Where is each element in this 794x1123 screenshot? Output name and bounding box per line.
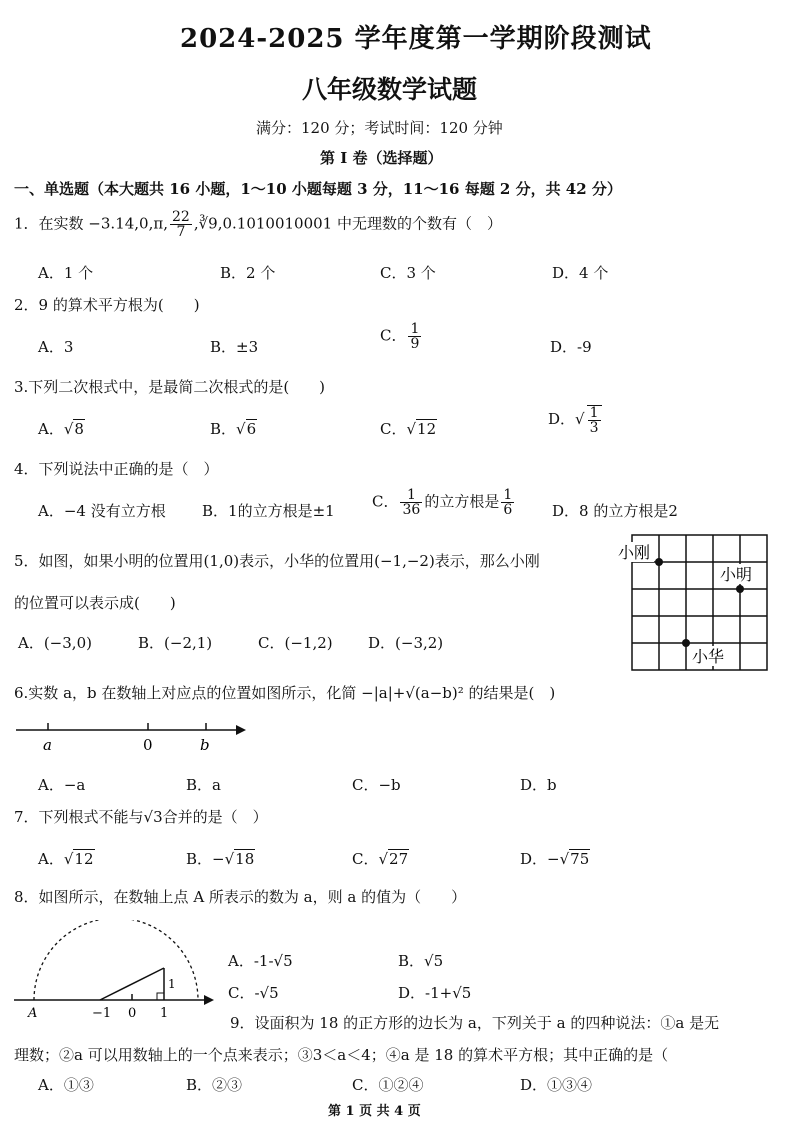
q4-c-frac1 xyxy=(400,488,422,517)
question-4-stem: 4．下列说法中正确的是（ ） xyxy=(14,460,219,478)
q8-axis-zero: 0 xyxy=(128,1006,137,1020)
label-xiaohua: 小华 xyxy=(692,647,725,666)
q4-option-a[interactable]: A．−4 没有立方根 xyxy=(38,502,166,520)
q3-option-d[interactable] xyxy=(548,405,604,435)
exam-info: 满分：120 分；考试时间：120 分钟 xyxy=(256,119,503,137)
exam-title: 2024-2025 学年度第一学期阶段测试 xyxy=(180,24,652,54)
q5-grid-figure xyxy=(610,530,770,675)
q8-axis-one: 1 xyxy=(160,1006,169,1020)
q3-d-label: D．√ xyxy=(548,410,585,428)
question-5-stem-line1: 5．如图，如果小明的位置用(1,0)表示，小华的位置用(−1,−2)表示，那么小刚 xyxy=(14,552,540,570)
gang-point xyxy=(655,558,663,566)
q4-c-mid: 的立方根是 xyxy=(424,492,500,511)
q7-option-c[interactable] xyxy=(352,848,409,869)
q9-option-b[interactable]: B．②③ xyxy=(186,1076,243,1094)
q3-option-b[interactable] xyxy=(210,418,257,439)
q1-frac-den: 7 xyxy=(176,224,186,240)
q1-option-d[interactable]: D．4 个 xyxy=(552,264,609,282)
q7-a-radicand: 12 xyxy=(74,850,94,868)
q4-c-den1: 36 xyxy=(402,502,421,518)
q2-option-a[interactable]: A．3 xyxy=(38,338,74,356)
q7-option-a[interactable] xyxy=(38,848,95,869)
q7-b-radicand: 18 xyxy=(235,850,255,868)
q6-option-d[interactable]: D．b xyxy=(520,776,557,794)
question-5-stem-line2: 的位置可以表示成( ) xyxy=(14,594,176,612)
q4-c-den2: 6 xyxy=(503,502,513,518)
q6-number-line xyxy=(14,718,264,758)
q7-a-label: A．√ xyxy=(38,850,74,868)
q2-c-num: 1 xyxy=(410,321,420,337)
q3-d-den: 3 xyxy=(589,420,599,436)
q8-option-d[interactable]: D．-1+√5 xyxy=(398,984,472,1002)
q4-option-c[interactable] xyxy=(372,488,516,517)
label-xiaogang: 小刚 xyxy=(618,543,651,562)
q4-option-d[interactable]: D．8 的立方根是2 xyxy=(552,502,678,520)
q3-c-radicand: 12 xyxy=(417,420,437,438)
q4-c-frac2 xyxy=(501,488,514,517)
q8-option-b[interactable]: B．√5 xyxy=(398,952,444,970)
q3-d-fraction xyxy=(587,405,602,435)
q7-c-radicand: 27 xyxy=(389,850,409,868)
q9-option-d[interactable]: D．①③④ xyxy=(520,1076,593,1094)
question-7-stem: 7．下列根式不能与√3合并的是（ ） xyxy=(14,808,268,826)
q5-option-a[interactable]: A．(−3,0) xyxy=(18,634,92,652)
question-1-stem xyxy=(14,210,502,239)
q1-option-c[interactable]: C．3 个 xyxy=(380,264,436,282)
q7-option-b[interactable] xyxy=(186,848,255,869)
question-9-stem-line2: 理数；②a 可以用数轴上的一个点来表示；③3＜a＜4；④a 是 18 的算术平方根；其中正确的是（ xyxy=(14,1046,669,1064)
q6-option-a[interactable]: A．−a xyxy=(38,776,86,794)
q3-c-label: C．√ xyxy=(380,420,417,438)
q3-option-c[interactable] xyxy=(380,418,437,439)
q5-option-d[interactable]: D．(−3,2) xyxy=(368,634,444,652)
q9-option-c[interactable]: C．①②④ xyxy=(352,1076,424,1094)
q2-option-c-label: C． xyxy=(380,326,407,345)
q3-b-label: B．√ xyxy=(210,420,246,438)
q5-option-b[interactable]: B．(−2,1) xyxy=(138,634,213,652)
q1-stem-a: 1．在实数 −3.14,0,π, xyxy=(14,214,168,233)
q2-c-den: 9 xyxy=(410,336,420,352)
q6-axis-b: b xyxy=(200,736,210,754)
q7-c-label: C．√ xyxy=(352,850,389,868)
q8-axis-A: A xyxy=(28,1006,38,1020)
q5-option-c[interactable]: C．(−1,2) xyxy=(258,634,333,652)
q4-c-num2: 1 xyxy=(503,487,513,503)
q1-frac-num: 22 xyxy=(172,209,190,225)
q4-c-num1: 1 xyxy=(400,488,422,503)
q1-option-a[interactable]: A．1 个 xyxy=(38,264,94,282)
q7-d-radicand: 75 xyxy=(570,850,590,868)
q3-option-a[interactable] xyxy=(38,418,85,439)
question-8-stem: 8．如图所示，在数轴上点 A 所表示的数为 a，则 a 的值为（ ） xyxy=(14,888,467,906)
q8-option-a[interactable]: A．-1-√5 xyxy=(228,952,293,970)
question-2-stem: 2．9 的算术平方根为( ) xyxy=(14,296,200,314)
hua-point xyxy=(682,639,690,647)
q6-axis-a: a xyxy=(43,736,52,754)
q6-axis-zero: 0 xyxy=(143,736,153,754)
q1-fraction xyxy=(170,210,192,239)
question-9-stem-line1: 9．设面积为 18 的正方形的边长为 a，下列关于 a 的四种说法：①a 是无 xyxy=(230,1014,720,1032)
exam-subtitle: 八年级数学试题 xyxy=(302,75,478,104)
q3-a-radicand: 8 xyxy=(74,420,84,438)
q8-number-line-figure xyxy=(12,920,222,1020)
volume-label: 第 I 卷（选择题） xyxy=(320,149,443,167)
q2-option-c-fraction xyxy=(408,322,421,351)
q8-side-one: 1 xyxy=(168,977,176,991)
q2-option-d[interactable]: D．-9 xyxy=(550,338,592,356)
q1-stem-b: ,∛9,0.1010010001 中无理数的个数有（ ） xyxy=(193,214,502,233)
q3-a-label: A．√ xyxy=(38,420,74,438)
q6-option-c[interactable]: C．−b xyxy=(352,776,401,794)
q6-option-b[interactable]: B．a xyxy=(186,776,221,794)
q3-b-radicand: 6 xyxy=(246,420,257,438)
q7-d-label: D．−√ xyxy=(520,850,570,868)
q4-c-label: C． xyxy=(372,492,399,511)
question-6-stem: 6.实数 a，b 在数轴上对应点的位置如图所示，化简 −|a|+√(a−b)² 的结果是( ) xyxy=(14,684,556,702)
page-number: 第 1 页 共 4 页 xyxy=(328,1104,421,1119)
question-3-stem: 3.下列二次根式中，是最简二次根式的是( ) xyxy=(14,378,326,396)
label-xiaoming: 小明 xyxy=(720,565,753,584)
q9-option-a[interactable]: A．①③ xyxy=(38,1076,94,1094)
section-heading: 一、单选题（本大题共 16 小题，1～10 小题每题 3 分，11～16 每题 2 分，共 42 分） xyxy=(14,180,622,198)
q2-option-c[interactable] xyxy=(380,322,423,351)
q7-b-label: B．−√ xyxy=(186,850,235,868)
q8-axis-minus1: −1 xyxy=(92,1006,112,1020)
q7-option-d[interactable] xyxy=(520,848,590,869)
q8-option-c[interactable]: C．-√5 xyxy=(228,984,279,1002)
q3-d-num: 1 xyxy=(589,405,599,421)
q1-option-b[interactable]: B．2 个 xyxy=(220,264,276,282)
q4-option-b[interactable]: B．1的立方根是±1 xyxy=(202,502,335,520)
ming-point xyxy=(736,585,744,593)
q2-option-b[interactable]: B．±3 xyxy=(210,338,259,356)
